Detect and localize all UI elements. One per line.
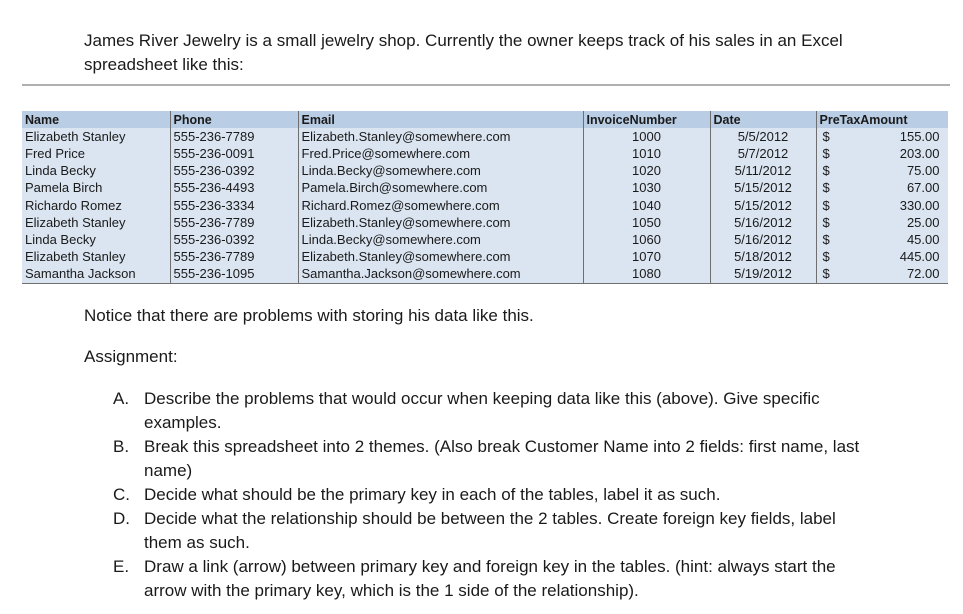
cell-invoice-number: 1070: [583, 249, 710, 266]
sales-spreadsheet: [22, 111, 948, 284]
cell-name: Samantha Jackson: [22, 266, 170, 284]
cell-currency: $: [816, 249, 838, 266]
step-marker: E.: [113, 557, 130, 576]
table-row: [22, 163, 948, 180]
cell-phone: 555-236-7789: [170, 214, 298, 231]
cell-phone: 555-236-0392: [170, 163, 298, 180]
cell-date: 5/16/2012: [710, 214, 816, 231]
table-row: [22, 197, 948, 214]
step-text: Break this spreadsheet into 2 themes. (Also break Customer Name into 2 fields: first name, last name): [144, 437, 860, 480]
cell-name: Linda Becky: [22, 163, 170, 180]
cell-email: Linda.Becky@somewhere.com: [298, 231, 583, 248]
cell-name: Linda Becky: [22, 231, 170, 248]
cell-invoice-number: 1050: [583, 214, 710, 231]
cell-currency: $: [816, 145, 838, 162]
cell-email: Samantha.Jackson@somewhere.com: [298, 266, 583, 284]
cell-currency: $: [816, 163, 838, 180]
cell-date: 5/7/2012: [710, 145, 816, 162]
assignment-step: [113, 387, 873, 435]
cell-email: Elizabeth.Stanley@somewhere.com: [298, 214, 583, 231]
cell-phone: 555-236-1095: [170, 266, 298, 284]
horizontal-rule: [22, 84, 950, 86]
cell-date: 5/15/2012: [710, 180, 816, 197]
header-date: Date: [710, 111, 816, 128]
cell-amount: 72.00: [838, 266, 948, 284]
cell-name: Pamela Birch: [22, 180, 170, 197]
cell-amount: 45.00: [838, 231, 948, 248]
cell-date: 5/5/2012: [710, 128, 816, 145]
step-text: Describe the problems that would occur when keeping data like this (above). Give specific examples.: [144, 389, 820, 432]
header-email: Email: [298, 111, 583, 128]
header-phone: Phone: [170, 111, 298, 128]
cell-date: 5/18/2012: [710, 249, 816, 266]
table-row: [22, 214, 948, 231]
cell-amount: 445.00: [838, 249, 948, 266]
header-name: Name: [22, 111, 170, 128]
assignment-step: [113, 507, 873, 555]
step-marker: C.: [113, 485, 130, 504]
cell-amount: 75.00: [838, 163, 948, 180]
cell-currency: $: [816, 180, 838, 197]
cell-invoice-number: 1020: [583, 163, 710, 180]
cell-amount: 203.00: [838, 145, 948, 162]
header-row: [22, 111, 948, 128]
cell-date: 5/19/2012: [710, 266, 816, 284]
cell-amount: 155.00: [838, 128, 948, 145]
assignment-step: [113, 555, 873, 603]
cell-email: Linda.Becky@somewhere.com: [298, 163, 583, 180]
cell-amount: 67.00: [838, 180, 948, 197]
cell-name: Fred Price: [22, 145, 170, 162]
header-invoice-number: InvoiceNumber: [583, 111, 710, 128]
step-marker: A.: [113, 389, 130, 408]
cell-phone: 555-236-4493: [170, 180, 298, 197]
cell-phone: 555-236-0091: [170, 145, 298, 162]
cell-invoice-number: 1040: [583, 197, 710, 214]
step-text: Decide what the relationship should be between the 2 tables. Create foreign key fields, label them as such.: [144, 509, 836, 552]
cell-currency: $: [816, 231, 838, 248]
cell-currency: $: [816, 266, 838, 284]
header-pretax-amount: PreTaxAmount: [816, 111, 948, 128]
table-row: [22, 145, 948, 162]
cell-date: 5/16/2012: [710, 231, 816, 248]
cell-invoice-number: 1010: [583, 145, 710, 162]
cell-email: Elizabeth.Stanley@somewhere.com: [298, 249, 583, 266]
cell-phone: 555-236-7789: [170, 128, 298, 145]
cell-amount: 25.00: [838, 214, 948, 231]
cell-phone: 555-236-7789: [170, 249, 298, 266]
step-text: Decide what should be the primary key in each of the tables, label it as such.: [144, 485, 721, 504]
cell-invoice-number: 1080: [583, 266, 710, 284]
assignment-label: Assignment:: [84, 347, 178, 366]
cell-phone: 555-236-0392: [170, 231, 298, 248]
assignment-step: [113, 435, 873, 483]
assignment-steps: [113, 387, 873, 603]
cell-invoice-number: 1000: [583, 128, 710, 145]
cell-date: 5/11/2012: [710, 163, 816, 180]
cell-email: Fred.Price@somewhere.com: [298, 145, 583, 162]
assignment-step: [113, 483, 873, 507]
step-marker: B.: [113, 437, 130, 456]
cell-currency: $: [816, 128, 838, 145]
step-marker: D.: [113, 509, 130, 528]
table-row: [22, 249, 948, 266]
table-row: [22, 128, 948, 145]
cell-date: 5/15/2012: [710, 197, 816, 214]
cell-name: Elizabeth Stanley: [22, 128, 170, 145]
cell-phone: 555-236-3334: [170, 197, 298, 214]
notice-paragraph: Notice that there are problems with storing his data like this.: [84, 306, 534, 325]
step-text: Draw a link (arrow) between primary key and foreign key in the tables. (hint: always start the arrow with the primary key, which is the 1 side of the relationship).: [144, 557, 836, 600]
cell-currency: $: [816, 197, 838, 214]
cell-name: Elizabeth Stanley: [22, 249, 170, 266]
cell-invoice-number: 1030: [583, 180, 710, 197]
cell-currency: $: [816, 214, 838, 231]
cell-name: Elizabeth Stanley: [22, 214, 170, 231]
table-row: [22, 266, 948, 284]
table-row: [22, 180, 948, 197]
cell-email: Richard.Romez@somewhere.com: [298, 197, 583, 214]
cell-email: Pamela.Birch@somewhere.com: [298, 180, 583, 197]
cell-email: Elizabeth.Stanley@somewhere.com: [298, 128, 583, 145]
cell-name: Richardo Romez: [22, 197, 170, 214]
cell-amount: 330.00: [838, 197, 948, 214]
cell-invoice-number: 1060: [583, 231, 710, 248]
intro-paragraph: James River Jewelry is a small jewelry shop. Currently the owner keeps track of his sales in an Excel spreadsheet like this:: [84, 31, 843, 74]
table-row: [22, 231, 948, 248]
